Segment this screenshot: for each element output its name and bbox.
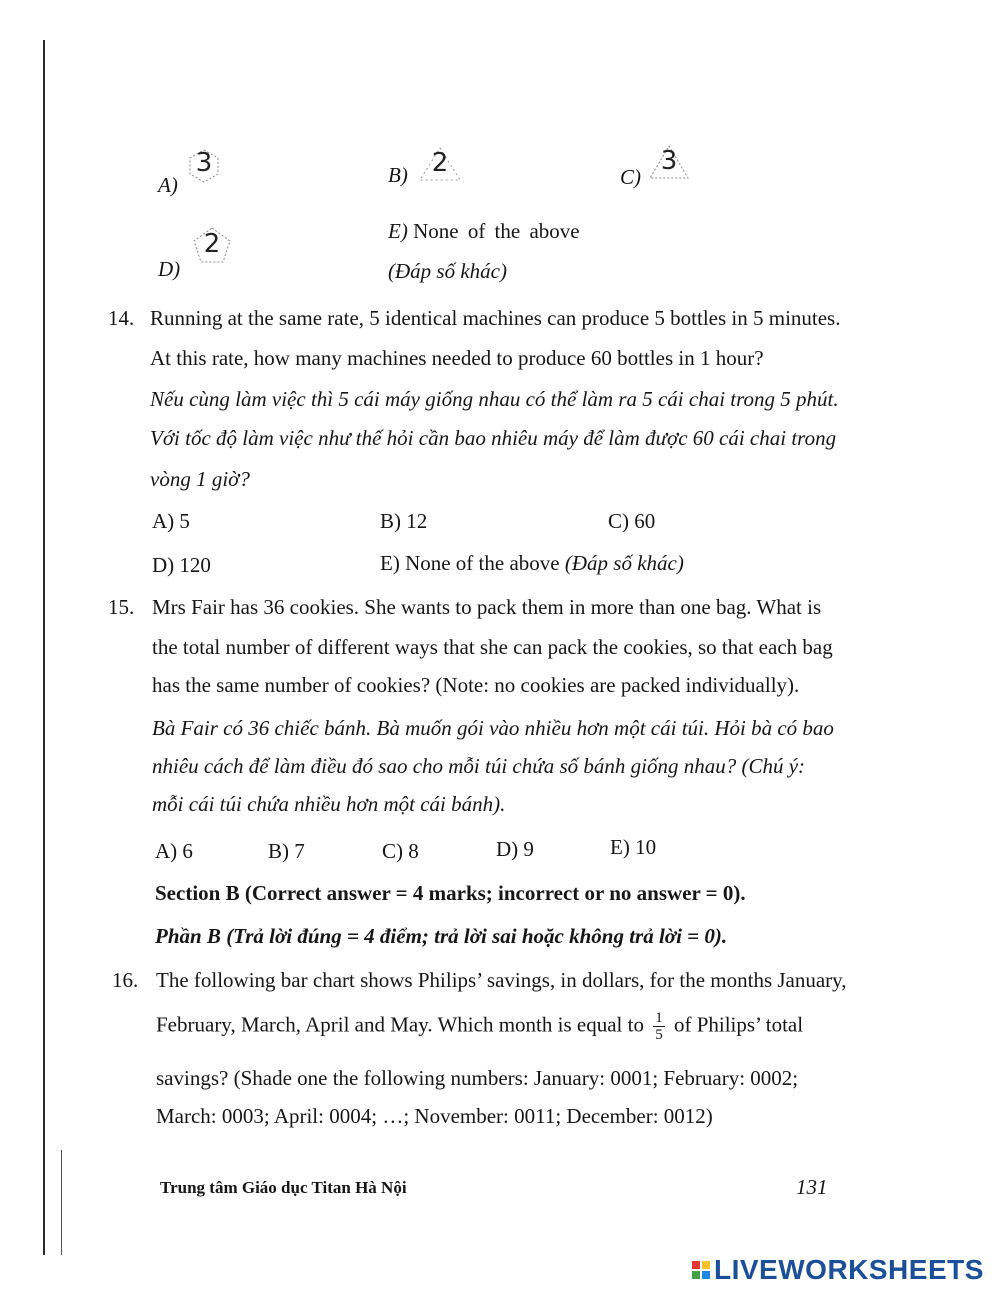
q15-en-line-1: Mrs Fair has 36 cookies. She wants to pack them in more than one bag. What is [152, 595, 822, 619]
q15-option-a[interactable]: A) 6 [155, 839, 193, 863]
q16-line-3: savings? (Shade one the following numbers: January: 0001; February: 0002; [156, 1066, 799, 1090]
q16-line-1: The following bar chart shows Philips’ savings, in dollars, for the months January, [156, 968, 847, 992]
q14-option-e-text: E) None of the above [380, 551, 560, 575]
section-b-heading: Section B (Correct answer = 4 marks; incorrect or no answer = 0). [155, 881, 746, 905]
liveworksheets-logo [692, 1255, 984, 1285]
q13-option-e [388, 218, 580, 244]
q14-vi-line-3: vòng 1 giờ? [150, 467, 250, 491]
q16-line-2 [156, 1010, 803, 1043]
q15-option-e[interactable]: E) 10 [610, 835, 657, 859]
section-b-heading-vi: Phần B (Trả lời đúng = 4 điểm; trả lời sai hoặc không trả lời = 0). [155, 924, 728, 948]
q16-fraction-denominator: 5 [655, 1027, 663, 1043]
footer-publisher: Trung tâm Giáo dục Titan Hà Nội [160, 1178, 407, 1197]
q15-option-b[interactable]: B) 7 [268, 839, 305, 863]
q16-line-4: March: 0003; April: 0004; …; November: 0011; December: 0012) [156, 1104, 713, 1128]
q13-option-e-label: E) [388, 219, 408, 243]
q15-vi-line-1: Bà Fair có 36 chiếc bánh. Bà muốn gói vào nhiều hơn một cái túi. Hỏi bà có bao [152, 716, 834, 740]
q16-line-2-before: February, March, April and May. Which month is equal to [156, 1012, 644, 1037]
q15-option-d[interactable]: D) 9 [496, 837, 534, 861]
q16-line-2-after: of Philips’ total [673, 1012, 804, 1037]
q15-option-c[interactable]: C) 8 [382, 839, 419, 863]
q15-en-line-2: the total number of different ways that she can pack the cookies, so that each bag [152, 635, 833, 659]
q15-number: 15. [108, 595, 135, 619]
q13-option-e-vi: (Đáp số khác) [388, 259, 507, 283]
q15-vi-line-2: nhiêu cách để làm điều đó sao cho mỗi túi chứa số bánh giống nhau? (Chú ý: [152, 754, 806, 778]
q14-option-e[interactable] [380, 550, 684, 576]
q13-option-b-label: B) [388, 163, 408, 187]
q16-fraction-numerator: 1 [655, 1010, 663, 1026]
page-margin-line-lower [61, 1150, 62, 1255]
q13-option-a-hexagon-icon [186, 148, 222, 184]
q16-number: 16. [112, 968, 139, 992]
q13-option-c-number: 3 [660, 146, 678, 176]
q14-option-b[interactable]: B) 12 [380, 509, 428, 533]
q14-en-line-1: Running at the same rate, 5 identical machines can produce 5 bottles in 5 minutes. [150, 306, 841, 330]
q13-option-a-number: 3 [195, 148, 213, 178]
q13-option-e-text: None of the above [413, 219, 580, 243]
q13-option-a-label: A) [158, 173, 178, 197]
page-margin-line [43, 40, 45, 1255]
q15-en-line-3: has the same number of cookies? (Note: no cookies are packed individually). [152, 673, 800, 697]
footer-page-number: 131 [796, 1175, 828, 1199]
q13-option-d-number: 2 [203, 229, 221, 259]
q14-option-d[interactable]: D) 120 [152, 553, 211, 577]
q16-fraction [653, 1010, 665, 1043]
q13-option-c-label: C) [620, 165, 641, 189]
q14-option-a[interactable]: A) 5 [152, 509, 190, 533]
liveworksheets-logo-text: LIVEWORKSHEETS [714, 1254, 984, 1285]
q14-vi-line-1: Nếu cùng làm việc thì 5 cái máy giống nhau có thể làm ra 5 cái chai trong 5 phút. [150, 387, 839, 411]
q14-option-e-vi: (Đáp số khác) [564, 551, 684, 575]
q13-option-b-number: 2 [431, 148, 449, 178]
q13-option-d-pentagon-icon [192, 226, 232, 264]
q14-number: 14. [108, 306, 135, 330]
q14-option-c[interactable]: C) 60 [608, 509, 656, 533]
q14-en-line-2: At this rate, how many machines needed to produce 60 bottles in 1 hour? [150, 346, 764, 370]
q15-vi-line-3: mỗi cái túi chứa nhiều hơn một cái bánh). [152, 792, 506, 816]
liveworksheets-blocks-icon [692, 1261, 710, 1279]
q13-option-d-label: D) [158, 257, 181, 281]
q13-option-b-triangle-icon [418, 146, 462, 182]
q14-vi-line-2: Với tốc độ làm việc như thế hỏi cần bao nhiêu máy để làm được 60 cái chai trong [150, 426, 837, 450]
q13-option-c-triangle-icon [648, 144, 690, 180]
